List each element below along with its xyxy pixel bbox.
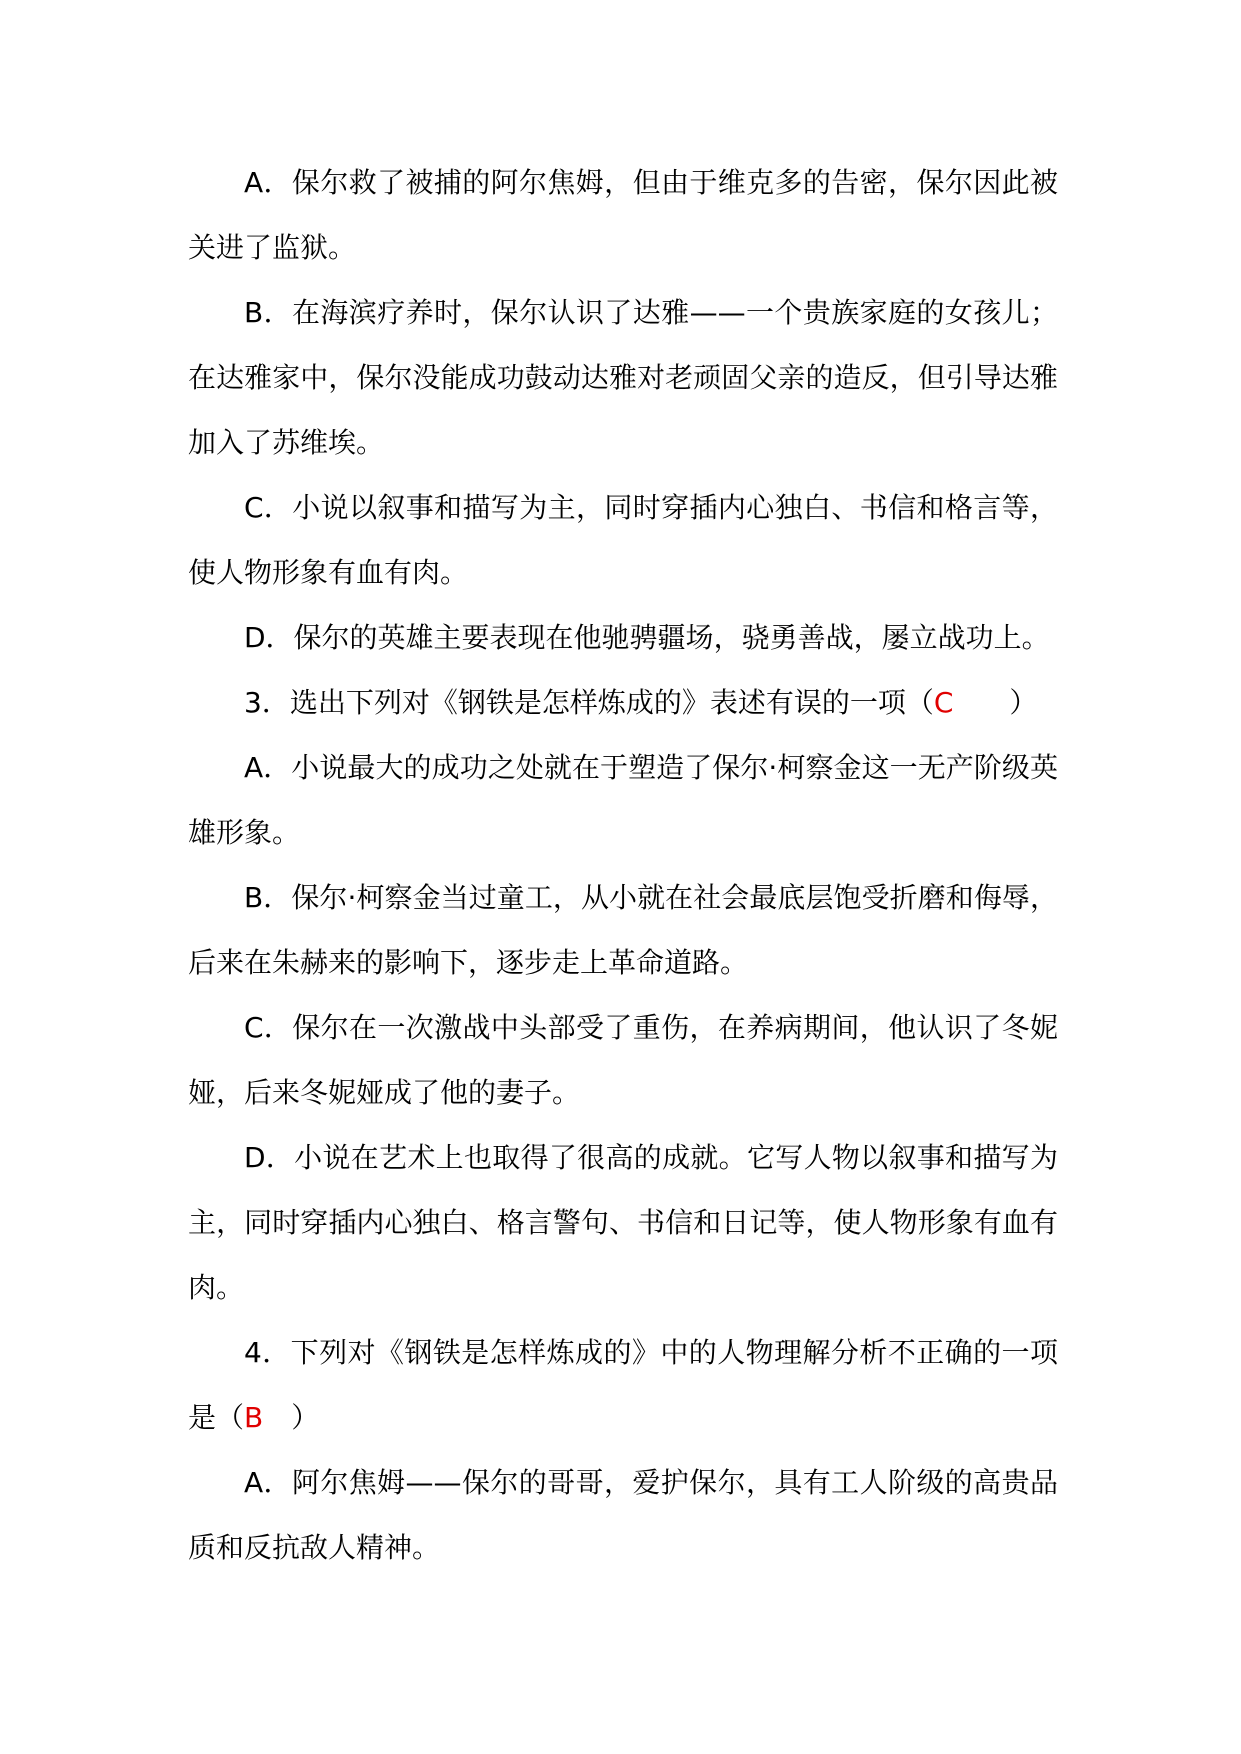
option-b-q2: B．在海滨疗养时，保尔认识了达雅——一个贵族家庭的女孩儿；在达雅家中，保尔没能成功鼓动达雅对老顽固父亲的造反，但引导达雅加入了苏维埃。 bbox=[188, 296, 1058, 459]
question-4-stem: 4．下列对《钢铁是怎样炼成的》中的人物理解分析不正确的一项是（ bbox=[188, 1336, 1058, 1434]
question-4 bbox=[188, 1320, 1058, 1450]
option-d-q2: D．保尔的英雄主要表现在他驰骋疆场，骁勇善战，屡立战功上。 bbox=[244, 621, 1050, 654]
question-3-answer: C bbox=[933, 686, 954, 719]
option-a-q4: A．阿尔焦姆——保尔的哥哥，爱护保尔，具有工人阶级的高贵品质和反抗敌人精神。 bbox=[188, 1466, 1058, 1564]
option-d-q3: D．小说在艺术上也取得了很高的成就。它写人物以叙事和描写为主，同时穿插内心独白、格言警句、书信和日记等，使人物形象有血有肉。 bbox=[188, 1141, 1058, 1304]
option-a-q3: A．小说最大的成功之处就在于塑造了保尔·柯察金这一无产阶级英雄形象。 bbox=[188, 751, 1058, 849]
option-c-q3: C．保尔在一次激战中头部受了重伤，在养病期间，他认识了冬妮娅，后来冬妮娅成了他的妻子。 bbox=[188, 1011, 1058, 1109]
option-c-q2: C．小说以叙事和描写为主，同时穿插内心独白、书信和格言等，使人物形象有血有肉。 bbox=[188, 491, 1058, 589]
question-3-close: ） bbox=[1009, 686, 1038, 719]
question-3-stem: 3．选出下列对《钢铁是怎样炼成的》表述有误的一项（ bbox=[244, 686, 934, 719]
question-3 bbox=[188, 670, 1058, 735]
document-body bbox=[188, 150, 1058, 1580]
question-4-answer: B bbox=[244, 1401, 264, 1434]
question-4-close: ） bbox=[291, 1401, 320, 1434]
option-a-q2: A．保尔救了被捕的阿尔焦姆，但由于维克多的告密，保尔因此被关进了监狱。 bbox=[188, 166, 1058, 264]
option-b-q3: B．保尔·柯察金当过童工，从小就在社会最底层饱受折磨和侮辱，后来在朱赫来的影响下，逐步走上革命道路。 bbox=[188, 881, 1058, 979]
